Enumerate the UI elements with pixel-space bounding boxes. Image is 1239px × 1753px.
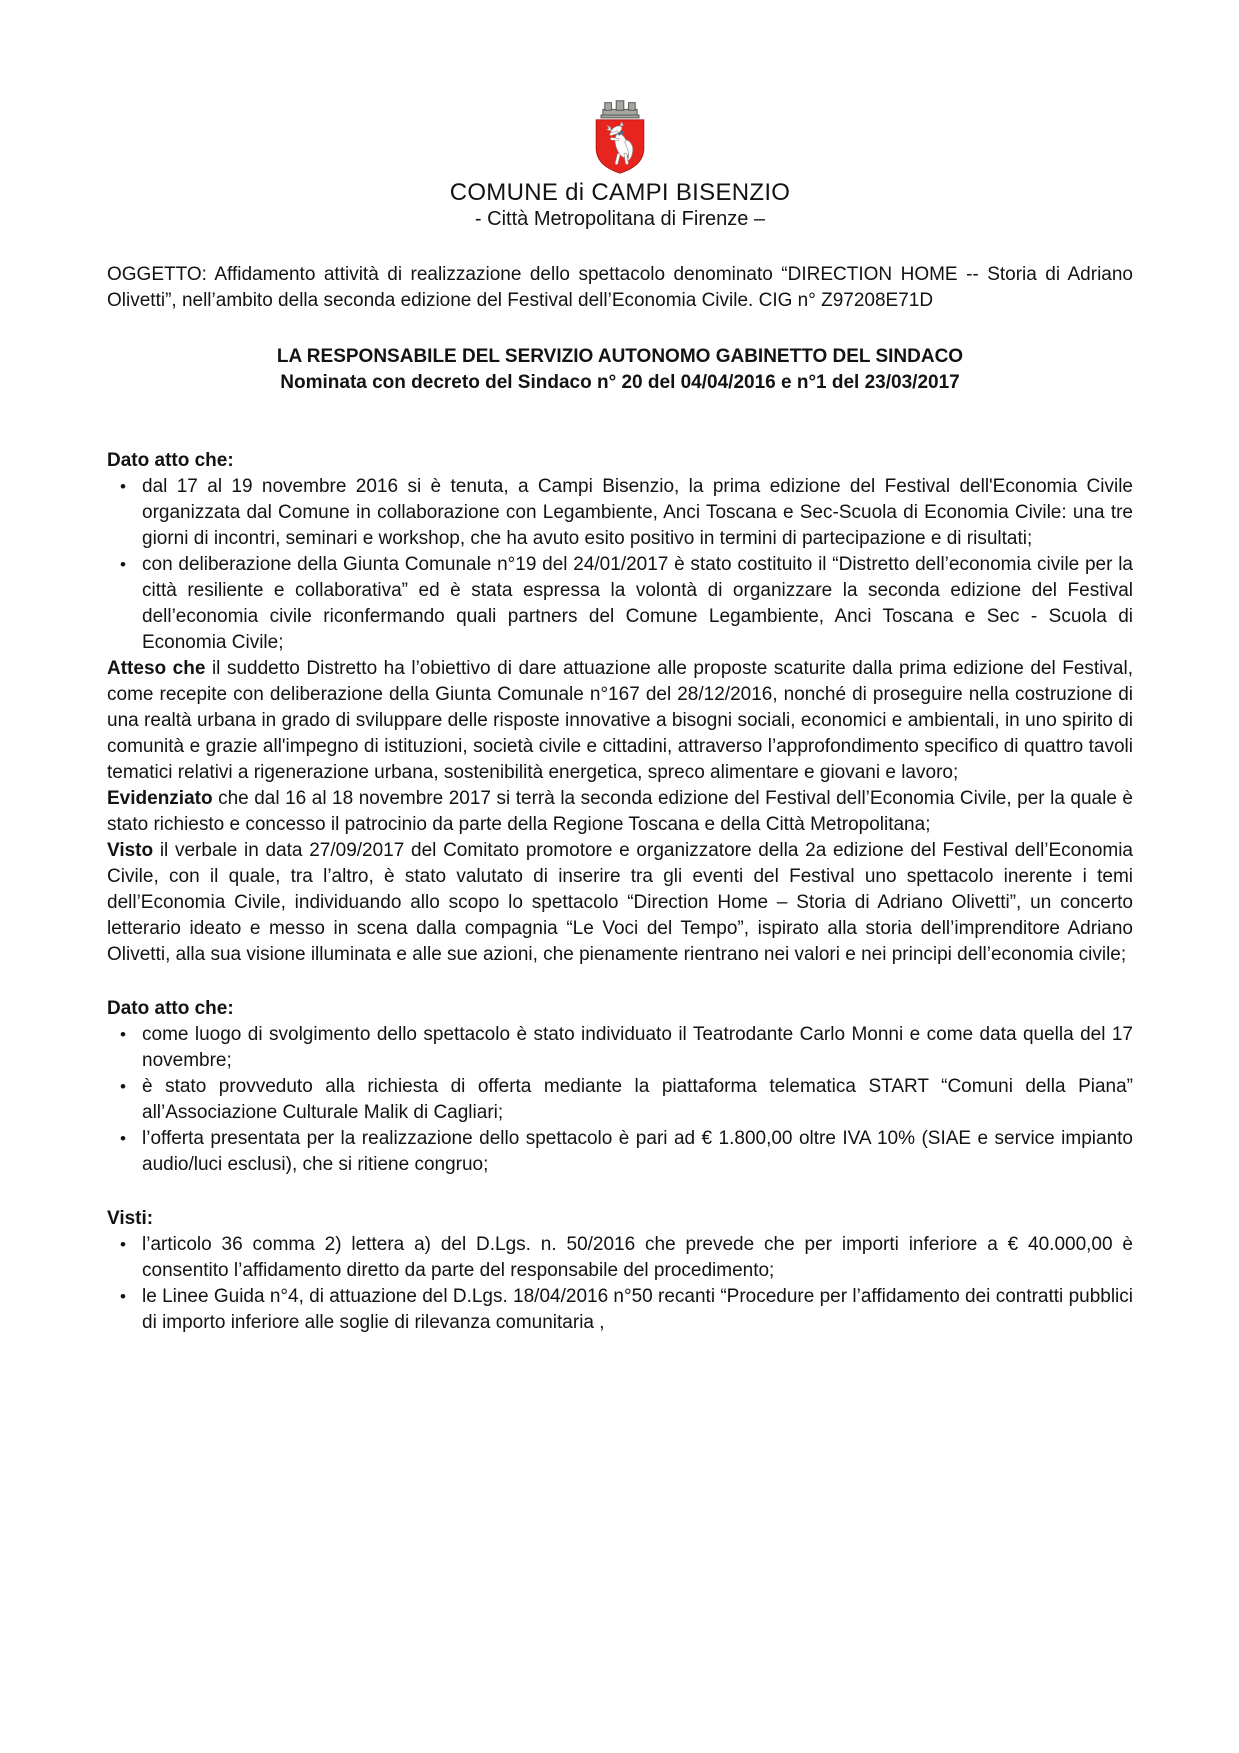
paragraph-text: il verbale in data 27/09/2017 del Comitato promotore e organizzatore della 2a edizione del Festival dell’Economia Civile, con il quale, tra l’altro, è stato valutato di inserire tra gli eventi del Festival uno spettacolo inerente i temi dell’Economia Civile, individuando allo scopo lo spettacolo “Direction Home – Storia di Adriano Olivetti”, un concerto letterario ideato e messo in scena dalla compagnia “Le Voci del Tempo”, ispirato alla storia dell’imprenditore Adriano Olivetti, alla sua visione illuminata e alle sue azioni, che pienamente rientrano nei valori e nei principi dell’economia civile; bbox=[107, 840, 1133, 965]
paragraph-atteso-che bbox=[107, 656, 1133, 786]
list-item bbox=[107, 474, 1133, 552]
bullet-text: l’articolo 36 comma 2) lettera a) del D.Lgs. n. 50/2016 che prevede che per importi inferiore a € 40.000,00 è consentito l’affidamento diretto da parte del responsabile del procedimento; bbox=[142, 1234, 1133, 1281]
campi-bisenzio-coat-of-arms-icon bbox=[589, 96, 651, 176]
bullet-text: come luogo di svolgimento dello spettacolo è stato individuato il Teatrodante Carlo Monni e come data quella del 17 novembre; bbox=[142, 1024, 1133, 1071]
list-item bbox=[107, 552, 1133, 656]
paragraph-lead: Evidenziato bbox=[107, 788, 213, 809]
paragraph-visto bbox=[107, 838, 1133, 968]
section-visti bbox=[107, 1206, 1133, 1336]
comune-subtitle: - Città Metropolitana di Firenze – bbox=[474, 208, 766, 230]
bullet-marker: • bbox=[120, 1129, 126, 1148]
role-heading-line2: Nominata con decreto del Sindaco n° 20 del 04/04/2016 e n°1 del 23/03/2017 bbox=[280, 372, 960, 393]
bullet-text: è stato provveduto alla richiesta di offerta mediante la piattaforma telematica START “Comuni della Piana” all’Associazione Culturale Malik di Cagliari; bbox=[142, 1076, 1133, 1123]
bullet-text: con deliberazione della Giunta Comunale n°19 del 24/01/2017 è stato costituito il “Distretto dell’economia civile per la città resiliente e collaborativa” ed è stata espressa la volontà di organizzare la seconda edizione del Festival dell’economia civile riconfermando quali partners del Comune Legambiente, Anci Toscana e Sec - Scuola di Economia Civile; bbox=[142, 554, 1133, 653]
bullet-marker: • bbox=[120, 555, 126, 574]
bullet-text: l’offerta presentata per la realizzazione dello spettacolo è pari ad € 1.800,00 oltre IVA 10% (SIAE e service impianto audio/luci esclusi), che si ritiene congruo; bbox=[142, 1128, 1133, 1175]
list-item bbox=[107, 1022, 1133, 1074]
bullet-text: le Linee Guida n°4, di attuazione del D.Lgs. 18/04/2016 n°50 recanti “Procedure per l’affidamento dei contratti pubblici di importo inferiore alle soglie di rilevanza comunitaria , bbox=[142, 1286, 1133, 1333]
list-item bbox=[107, 1074, 1133, 1126]
list-item bbox=[107, 1284, 1133, 1336]
paragraph-evidenziato bbox=[107, 786, 1133, 838]
bullet-text: dal 17 al 19 novembre 2016 si è tenuta, a Campi Bisenzio, la prima edizione del Festival dell'Economia Civile organizzata dal Comune in collaborazione con Legambiente, Anci Toscana e Sec-Scuola di Economia Civile: una tre giorni di incontri, seminari e workshop, che ha avuto esito positivo in termini di partecipazione e di risultati; bbox=[142, 476, 1133, 549]
paragraph-text: che dal 16 al 18 novembre 2017 si terrà la seconda edizione del Festival dell’Economia Civile, per la quale è stato richiesto e concesso il patrocinio da parte della Regione Toscana e della Città Metropolitana; bbox=[107, 788, 1133, 835]
role-heading-line1: LA RESPONSABILE DEL SERVIZIO AUTONOMO GABINETTO DEL SINDACO bbox=[276, 346, 964, 367]
section-lead: Dato atto che: bbox=[107, 450, 234, 471]
role-heading bbox=[107, 344, 1133, 396]
bullet-marker: • bbox=[120, 1235, 126, 1254]
bullet-marker: • bbox=[120, 1025, 126, 1044]
subject-paragraph: OGGETTO: Affidamento attività di realizzazione dello spettacolo denominato “DIRECTION HOME -- Storia di Adriano Olivetti”, nell’ambito della seconda edizione del Festival dell’Economia Civile. CIG n° Z97208E71D bbox=[107, 264, 1133, 311]
comune-title: COMUNE di CAMPI BISENZIO bbox=[449, 179, 791, 206]
mural-crown-icon bbox=[601, 101, 639, 118]
bullet-marker: • bbox=[120, 477, 126, 496]
bullet-marker: • bbox=[120, 1077, 126, 1096]
section-dato-atto-che-2 bbox=[107, 996, 1133, 1178]
bullet-marker: • bbox=[120, 1287, 126, 1306]
list-item bbox=[107, 1126, 1133, 1178]
section-lead: Dato atto che: bbox=[107, 998, 234, 1019]
paragraph-lead: Atteso che bbox=[107, 658, 206, 679]
comune-crest bbox=[107, 96, 1133, 176]
list-item bbox=[107, 1232, 1133, 1284]
paragraph-lead: Visto bbox=[107, 840, 154, 861]
section-dato-atto-che-1 bbox=[107, 448, 1133, 656]
section-lead: Visti: bbox=[107, 1208, 154, 1229]
paragraph-text: il suddetto Distretto ha l’obiettivo di dare attuazione alle proposte scaturite dalla prima edizione del Festival, come recepite con deliberazione della Giunta Comunale n°167 del 28/12/2016, nonché di proseguire nella costruzione di una realtà urbana in grado di sviluppare delle risposte innovative a bisogni sociali, economici e ambientali, in uno spirito di comunità e grazie all'impegno di istituzioni, società civile e cittadini, attraverso l’approfondimento specifico di quattro tavoli tematici relativi a rigenerazione urbana, sostenibilità energetica, spreco alimentare e giovani e lavoro; bbox=[107, 658, 1133, 783]
